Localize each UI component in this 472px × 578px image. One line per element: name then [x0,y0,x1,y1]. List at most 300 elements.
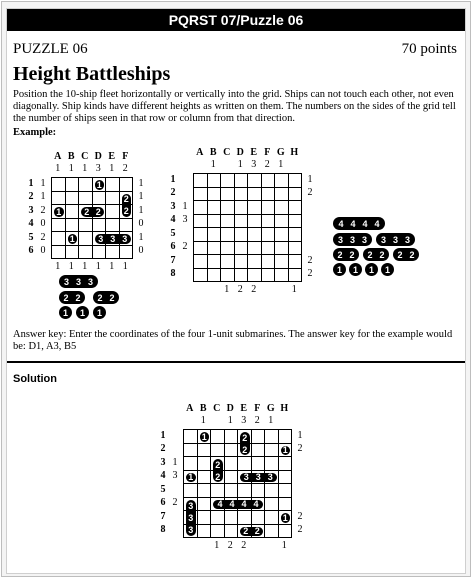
top-clue: 3 [251,159,257,170]
grid-cell [193,173,208,188]
grid-cell [251,456,266,471]
right-clue: 2 [297,443,303,455]
grid-cell [65,191,80,206]
ship [186,473,196,483]
answer-key: Answer key: Enter the coordinates of the four 1-unit submarines. The answer key for the example would be: D1, A3, B5 [13,329,453,352]
bottom-clue: 1 [95,261,101,272]
grid-cell [247,187,262,202]
grid-cell [207,254,222,269]
grid-cell [247,268,262,283]
bottom-clue: 2 [241,540,247,551]
grid-cell [183,443,198,458]
grid-cell [264,483,279,498]
right-clue: 1 [307,173,313,185]
grid-cell [193,214,208,229]
ship [281,446,291,456]
row-number: 8 [160,524,166,536]
column-letter: F [254,403,261,414]
top-clue [278,415,292,427]
left-clue: 1 [40,177,46,189]
ship-segment: 1 [56,206,62,217]
top-clue: 2 [264,159,270,170]
column-letter: C [81,151,89,162]
example-label: Example: [13,127,57,138]
ship [200,432,210,442]
left-clue: 2 [40,204,46,216]
ship-segment: 2 [215,471,221,482]
ship-segment: 2 [109,292,115,303]
grid-cell [224,456,239,471]
grid-cell [207,268,222,283]
solution-grid [147,395,347,575]
bottom-clue: 2 [227,540,233,551]
grid-cell [220,227,235,242]
grid-cell [207,187,222,202]
ship-segment: 3 [267,472,273,483]
grid-cell [78,245,93,260]
ship-segment: 3 [188,512,194,523]
grid-cell [119,218,134,233]
ship-segment: 3 [87,276,93,287]
ship-segment: 3 [110,233,116,244]
ship-segment: 1 [62,307,68,318]
grid-cell [193,241,208,256]
puzzle-description: Position the 10-ship fleet horizontally or vertically into the grid. Ships can not touch each other, not even diagonally. Ship kinds have different heights as written on them. The numbers on the sides of the grid tell the number of ships seen in that row or column from that direction. [13,89,456,124]
ship [54,207,64,217]
top-clue: 2 [254,415,260,426]
grid-cell [274,241,289,256]
top-clue: 2 [122,163,128,174]
ship-segment: 4 [229,499,235,510]
bottom-clue: 1 [291,284,297,295]
grid-cell [224,470,239,485]
grid-cell [197,497,212,512]
ship-segment: 4 [253,499,259,510]
grid-cell [261,173,276,188]
ship-segment: 2 [95,206,101,217]
grid-cell [237,510,252,525]
ship-segment: 3 [188,500,194,511]
right-clue: 0 [138,245,144,257]
grid-cell [51,177,66,192]
column-letter: D [236,147,244,158]
grid-cell [51,218,66,233]
bottom-clue: 1 [109,261,115,272]
right-clue: 2 [297,510,303,522]
row-number: 3 [170,200,176,212]
grid-cell [224,524,239,539]
grid-cell [220,214,235,229]
left-clue [179,255,191,267]
row-number: 2 [160,443,166,455]
ship-segment: 1 [201,431,207,442]
fleet-ship [333,248,359,261]
grid-cell [207,200,222,215]
grid-cell [288,254,303,269]
row-number: 8 [170,268,176,280]
ship-segment: 1 [69,233,75,244]
ship-segment: 3 [255,472,261,483]
right-clue [294,470,306,482]
ship-segment: 2 [123,206,129,216]
left-clue: 2 [40,231,46,243]
grid-cell [264,443,279,458]
column-letter: A [186,403,194,414]
column-letter: D [226,403,234,414]
fleet-ship [76,306,89,319]
grid-cell [274,187,289,202]
top-clue: 1 [268,415,274,426]
puzzle-grid [157,149,317,329]
ship-segment: 2 [242,444,248,455]
column-letter: A [196,147,204,158]
fleet-ship [333,263,346,276]
grid-cell [51,245,66,260]
right-clue: 2 [307,254,313,266]
left-clue: 0 [40,218,46,230]
ship-segment: 3 [122,233,128,244]
column-letter: F [264,147,271,158]
ship-segment: 2 [215,459,221,470]
right-clue [294,484,306,496]
ship [95,234,132,244]
divider [7,361,465,363]
ship [81,207,104,217]
grid-cell [193,254,208,269]
grid-cell [78,231,93,246]
grid-cell [234,254,249,269]
ship-segment: 1 [384,264,390,275]
column-letter: G [276,147,285,158]
row-number: 5 [170,227,176,239]
grid-cell [247,227,262,242]
grid-cell [210,443,225,458]
puzzle-title: Height Battleships [13,63,171,85]
grid-cell [183,483,198,498]
grid-cell [51,231,66,246]
right-clue: 1 [297,429,303,441]
ship-segment: 4 [241,499,247,510]
ship-segment: 3 [380,234,386,245]
left-clue [179,268,191,280]
grid-cell [105,177,120,192]
grid-cell [78,191,93,206]
fleet-ship [393,248,419,261]
ship-segment: 3 [243,472,249,483]
top-clue: 1 [68,163,74,174]
grid-cell [251,443,266,458]
top-clue: 1 [200,415,206,426]
grid-cell [288,173,303,188]
left-clue: 3 [182,214,188,226]
ship-segment: 2 [84,206,90,217]
ship-segment: 2 [397,249,403,260]
grid-cell [65,218,80,233]
grid-cell [119,245,134,260]
grid-cell [183,456,198,471]
ship-segment: 1 [368,264,374,275]
grid-cell [237,456,252,471]
column-letter: E [108,151,116,162]
ship-segment: 3 [349,234,355,245]
ship-segment: 2 [97,292,103,303]
top-clue: 3 [95,163,101,174]
ship-segment: 1 [79,307,85,318]
ship-segment: 2 [379,249,385,260]
row-number: 1 [28,177,34,189]
left-clue: 1 [182,200,188,212]
puzzle-points: 70 points [401,41,457,57]
right-clue: 2 [307,187,313,199]
bottom-clue [261,284,275,296]
fleet-ship [59,275,98,288]
bottom-clue [193,284,207,296]
grid-cell [65,177,80,192]
grid-cell [264,510,279,525]
puzzle-number: PUZZLE 06 [13,41,88,57]
column-letter: G [266,403,275,414]
top-clue: 3 [241,415,247,426]
right-clue [304,241,316,253]
ship-segment: 4 [374,218,380,229]
grid-cell [220,187,235,202]
left-clue: 0 [40,245,46,257]
ship-segment: 2 [409,249,415,260]
fleet-ship [365,263,378,276]
left-clue: 1 [40,191,46,203]
ship-segment: 1 [188,472,194,483]
ship-segment: 2 [63,292,69,303]
grid-cell [207,173,222,188]
grid-cell [261,187,276,202]
top-clue: 1 [109,163,115,174]
bottom-clue: 1 [68,261,74,272]
bottom-clue [274,284,288,296]
grid-cell [119,177,134,192]
ship-segment: 1 [352,264,358,275]
grid-cell [264,497,279,512]
grid-cell [261,254,276,269]
right-clue [294,457,306,469]
row-number: 3 [28,204,34,216]
grid-cell [210,524,225,539]
right-clue: 2 [307,268,313,280]
grid-cell [210,429,225,444]
top-clue: 1 [55,163,61,174]
ship [186,500,196,537]
left-clue [169,524,181,536]
fleet-ship [376,233,415,246]
left-clue: 1 [172,456,178,468]
row-number: 6 [28,245,34,257]
grid-cell [247,214,262,229]
ship-segment: 4 [338,218,344,229]
fleet-ship [93,291,119,304]
right-clue [304,214,316,226]
ship [213,459,223,482]
ship-segment: 4 [362,218,368,229]
grid-cell [193,227,208,242]
top-clue: 1 [237,159,243,170]
grid-cell [278,429,293,444]
column-letter: C [223,147,231,158]
ship-segment: 1 [96,179,102,190]
row-number: 4 [170,214,176,226]
ship [281,513,291,523]
grid-cell [247,254,262,269]
grid-cell [274,254,289,269]
fleet-ship [333,233,372,246]
fleet-ship [381,263,394,276]
left-clue [169,484,181,496]
row-number: 1 [160,429,166,441]
row-number: 7 [170,254,176,266]
grid-cell [224,429,239,444]
grid-cell [224,483,239,498]
row-number: 6 [160,497,166,509]
row-number: 5 [28,231,34,243]
column-letter: E [240,403,248,414]
grid-cell [220,173,235,188]
grid-cell [288,241,303,256]
grid-cell [251,510,266,525]
row-number: 1 [170,173,176,185]
right-clue [304,228,316,240]
ship [68,234,78,244]
grid-cell [288,214,303,229]
left-clue [169,443,181,455]
bottom-clue: 2 [237,284,243,295]
bottom-clue [264,540,278,552]
grid-cell [92,218,107,233]
ship-segment: 2 [367,249,373,260]
grid-cell [288,227,303,242]
grid-cell [247,241,262,256]
grid-cell [105,191,120,206]
grid-cell [251,429,266,444]
row-number: 2 [28,191,34,203]
grid-cell [220,241,235,256]
ship-segment: 1 [282,512,288,523]
grid-cell [207,214,222,229]
grid-cell [274,227,289,242]
grid-cell [193,268,208,283]
grid-cell [220,268,235,283]
row-number: 6 [170,241,176,253]
bottom-clue [251,540,265,552]
ship-segment: 3 [98,233,104,244]
column-letter: A [54,151,62,162]
ship-segment: 1 [336,264,342,275]
grid-cell [197,443,212,458]
title-bar: PQRST 07/Puzzle 06 [7,9,465,31]
ship [240,473,277,483]
bottom-clue: 1 [55,261,61,272]
ship-segment: 3 [337,234,343,245]
grid-cell [274,214,289,229]
grid-cell [234,187,249,202]
top-clue: 1 [278,159,284,170]
grid-cell [264,524,279,539]
grid-cell [78,177,93,192]
left-clue [179,228,191,240]
grid-cell [105,245,120,260]
column-letter: B [67,151,75,162]
grid-cell [278,483,293,498]
page-frame [1,1,471,577]
fleet-ship [59,306,72,319]
right-clue: 1 [138,204,144,216]
column-letter: F [122,151,129,162]
left-clue: 3 [172,470,178,482]
grid-cell [197,470,212,485]
bottom-clue [207,284,221,296]
ship-segment: 2 [123,194,129,204]
grid-cell [274,200,289,215]
ship-segment: 3 [392,234,398,245]
grid-cell [234,227,249,242]
left-clue [179,187,191,199]
right-clue [304,201,316,213]
grid-cell [197,524,212,539]
ship-segment: 4 [350,218,356,229]
ship-segment: 2 [254,526,260,537]
bottom-clue: 1 [82,261,88,272]
row-number: 2 [170,187,176,199]
grid-cell [210,483,225,498]
column-letter: E [250,147,258,158]
grid-cell [197,483,212,498]
grid-cell [92,245,107,260]
top-clue [220,159,234,171]
column-letter: C [213,403,221,414]
grid-cell [234,200,249,215]
ship-segment: 3 [75,276,81,287]
grid-cell [247,173,262,188]
bottom-clue: 1 [122,261,128,272]
fleet-ship [93,306,106,319]
right-clue: 1 [138,191,144,203]
ship-segment: 3 [361,234,367,245]
grid-cell [210,510,225,525]
grid-cell [193,187,208,202]
grid-cell [224,443,239,458]
fleet-ship [363,248,389,261]
ship-segment: 2 [337,249,343,260]
column-letter: D [94,151,102,162]
grid-cell [234,173,249,188]
grid-cell [251,483,266,498]
grid-cell [65,204,80,219]
grid-cell [207,227,222,242]
grid-cell [234,214,249,229]
ship-segment: 4 [217,499,223,510]
grid-cell [197,510,212,525]
column-letter: B [199,403,207,414]
bottom-clue: 1 [224,284,230,295]
grid-cell [261,241,276,256]
column-letter: H [280,403,289,414]
grid-cell [78,218,93,233]
left-clue [169,511,181,523]
ship-segment: 3 [63,276,69,287]
bottom-clue [183,540,197,552]
grid-cell [224,510,239,525]
ship [240,432,250,455]
ship-segment: 1 [96,307,102,318]
grid-cell [51,191,66,206]
row-number: 7 [160,510,166,522]
